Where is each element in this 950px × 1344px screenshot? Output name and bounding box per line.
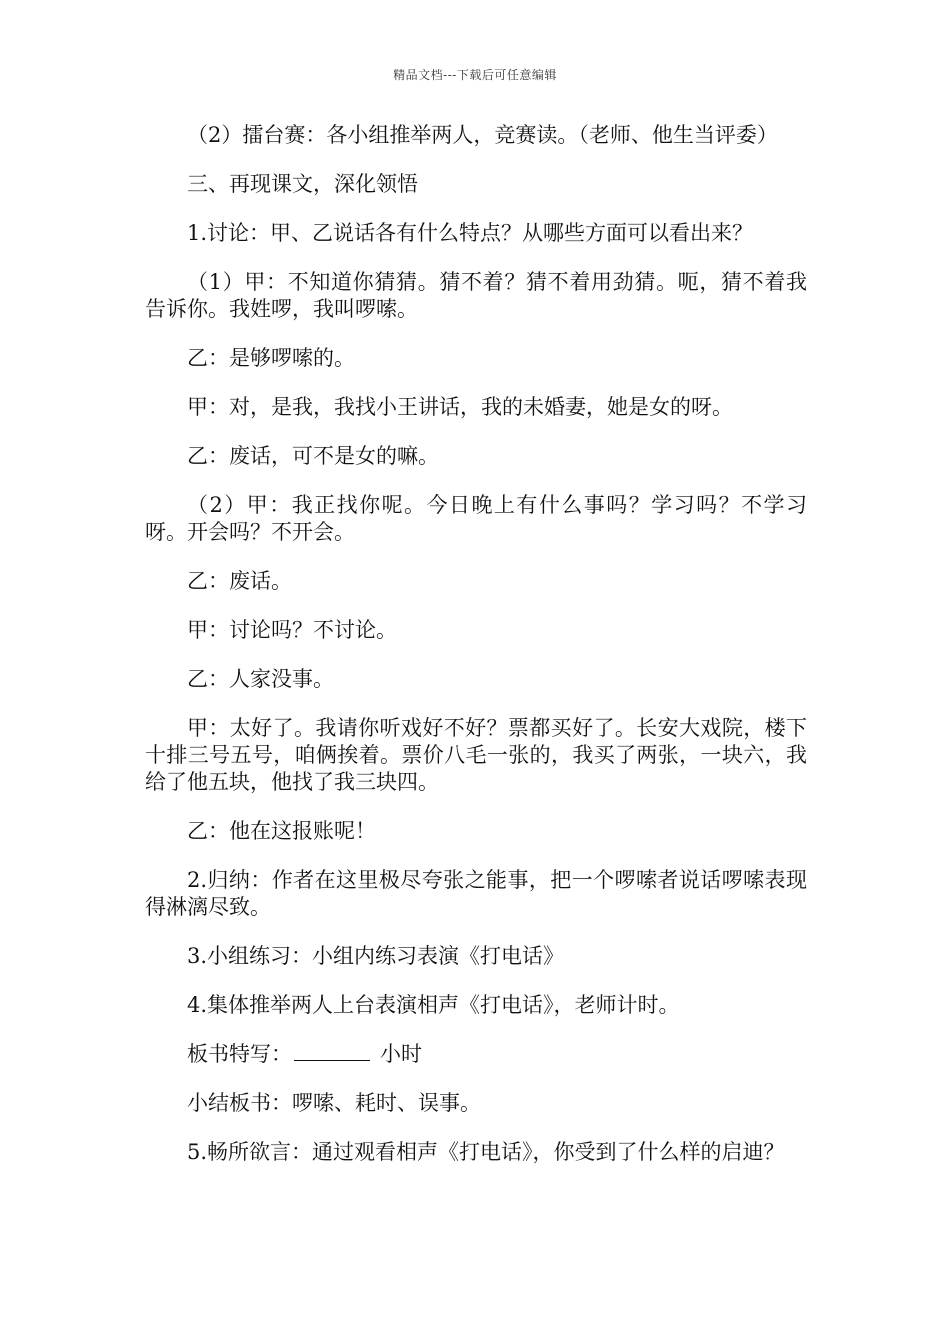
dialogue-line: 甲：太好了。我请你听戏好不好？票都买好了。长安大戏院，楼下十排三号五号，咱俩挨着。票价八毛一张的，我买了两张，一块六，我给了他五块，他找了我三块四。 bbox=[145, 716, 807, 794]
dialogue-line: 乙：是够啰嗦的。 bbox=[187, 346, 355, 370]
dialogue-line: 甲：对，是我，我找小王讲话，我的未婚妻，她是女的呀。 bbox=[187, 395, 733, 419]
page-header: 精品文档---下载后可任意编辑 bbox=[393, 68, 557, 82]
paragraph-summary-analysis: 2.归纳：作者在这里极尽夸张之能事，把一个啰嗦者说话啰嗦表现得淋漓尽致。 bbox=[145, 868, 807, 919]
dialogue-line: 乙：废话，可不是女的嘛。 bbox=[187, 444, 439, 468]
section-heading-3: 三、再现课文，深化领悟 bbox=[187, 172, 418, 196]
blackboard-label: 板书特写： bbox=[187, 1042, 292, 1066]
dialogue-line: （1）甲：不知道你猜猜。猜不着？猜不着用劲猜。呃，猜不着我告诉你。我姓啰，我叫啰嗦。 bbox=[145, 270, 807, 321]
blackboard-suffix: 小时 bbox=[380, 1042, 422, 1066]
paragraph-reflection: 5.畅所欲言：通过观看相声《打电话》，你受到了什么样的启迪？ bbox=[187, 1140, 785, 1164]
dialogue-line: 乙：他在这报账呢！ bbox=[187, 819, 376, 843]
blank-line bbox=[294, 1042, 370, 1061]
paragraph-performance: 4.集体推举两人上台表演相声《打电话》，老师计时。 bbox=[187, 993, 680, 1017]
document-body bbox=[145, 122, 807, 1188]
dialogue-line: （2）甲：我正找你呢。今日晚上有什么事吗？学习吗？不学习呀。开会吗？不开会。 bbox=[145, 493, 807, 544]
blackboard-feature bbox=[145, 1041, 807, 1068]
paragraph-discussion: 1.讨论：甲、乙说话各有什么特点？从哪些方面可以看出来？ bbox=[187, 221, 754, 245]
dialogue-line: 甲：讨论吗？不讨论。 bbox=[187, 618, 397, 642]
dialogue-line: 乙：人家没事。 bbox=[187, 667, 334, 691]
blackboard-summary: 小结板书：啰嗦、耗时、误事。 bbox=[187, 1091, 481, 1115]
paragraph-contest: （2）擂台赛：各小组推举两人，竞赛读。（老师、他生当评委） bbox=[187, 123, 778, 147]
dialogue-line: 乙：废话。 bbox=[187, 569, 292, 593]
paragraph-group-practice: 3.小组练习：小组内练习表演《打电话》 bbox=[187, 944, 565, 968]
